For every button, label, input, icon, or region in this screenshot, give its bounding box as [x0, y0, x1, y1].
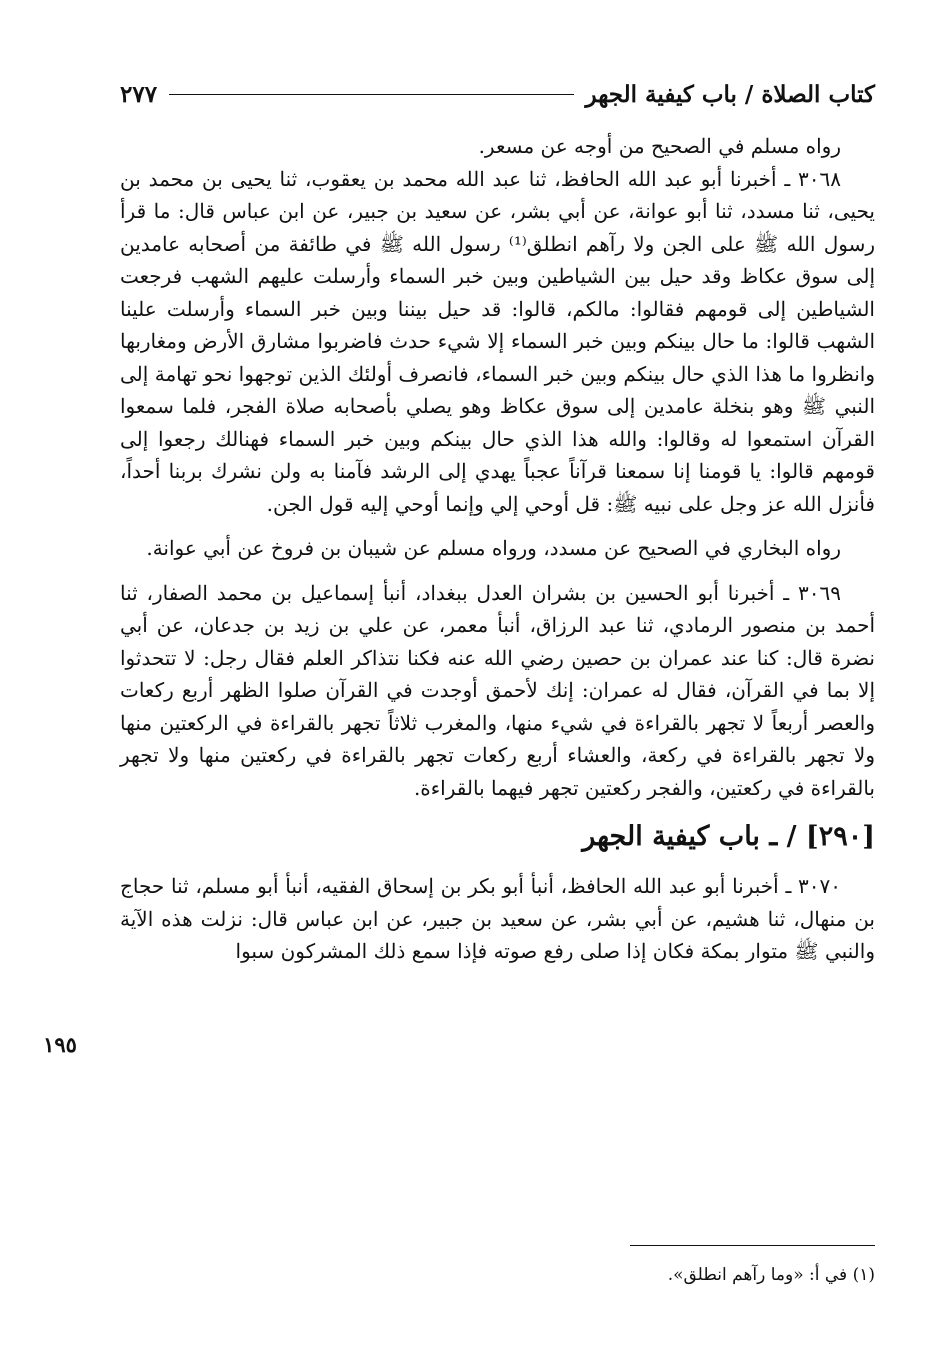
margin-page-number: ١٩٥: [43, 1032, 77, 1057]
hadith-3068: ٣٠٦٨ ـ أخبرنا أبو عبد الله الحافظ، ثنا عبد الله محمد بن يعقوب، ثنا يحيى بن محمد بن يحيى، ثنا مسدد، ثنا أبو عوانة، عن أبي بشر، عن سعيد بن جبير، عن ابن عباس قال: ما قرأ رسول الله ﷺ على الجن ولا رآهم انطلق⁽¹⁾ رسول الله ﷺ في طائفة من أصحابه عامدين إلى سوق عكاظ وقد حيل بين الشياطين وبين خبر السماء وأرسلت عليهم الشهب فرجعت الشياطين إلى قومهم فقالوا: مالكم، قالوا: قد حيل بيننا وبين خبر السماء وأرسلت علينا الشهب قالوا: ما حال بينكم وبين خبر السماء إلا شيء حدث فاضربوا مشارق الأرض ومغاربها وانظروا ما هذا الذي حال بينكم وبين خبر السماء، فانصرف أولئك الذين توجهوا نحو تهامة إلى النبي ﷺ وهو بنخلة عامدين إلى سوق عكاظ وهو يصلي بأصحابه صلاة الفجر، فلما سمعوا القرآن استمعوا له وقالوا: والله هذا الذي حال بينكم وبين خبر السماء فهنالك رجعوا إلى قومهم قالوا: يا قومنا إنا سمعنا قرآناً عجباً يهدي إلى الرشد فآمنا به ولن نشرك بربنا أحداً، فأنزل الله عز وجل على نبيه ﷺ: قل أوحي إلي وإنما أوحي إليه قول الجن.: [120, 166, 876, 516]
hadith-3070: ٣٠٧٠ ـ أخبرنا أبو عبد الله الحافظ، أنبأ أبو بكر بن إسحاق الفقيه، أنبأ أبو مسلم، ثنا حجاج بن منهال، ثنا هشيم، عن أبي بشر، عن سعيد بن جبير، عن ابن عباس قال: نزلت هذه الآية والنبي ﷺ متوار بمكة فكان إذا صلى رفع صوته فإذا سمع ذلك المشركون سبوا: [120, 874, 875, 963]
main-text: [120, 130, 875, 968]
header-title: كتاب الصلاة / باب كيفية الجهر: [585, 80, 875, 108]
chapter-heading: [٢٩٠] / ـ باب كيفية الجهر: [582, 821, 875, 852]
footnote: (١) في أ: «وما رآهم انطلق».: [667, 1265, 875, 1285]
footnote-rule: [630, 1245, 875, 1246]
running-header: [120, 74, 875, 114]
header-rule: [169, 94, 573, 95]
hadith-3069: ٣٠٦٩ ـ أخبرنا أبو الحسين بن بشران العدل ببغداد، أنبأ إسماعيل بن محمد الصفار، ثنا أحمد بن منصور الرمادي، ثنا عبد الرزاق، أنبأ معمر، عن علي بن زيد بن جدعان، عن أبي نضرة قال: كنا عند عمران بن حصين رضي الله عنه فكنا نتذاكر العلم فقال رجل: لا تتحدثوا إلا بما في القرآن، فقال له عمران: إنك لأحمق أوجدت في القرآن صلوا الظهر أربع ركعات والعصر أربعاً لا تجهر بالقراءة في شيء منها، والمغرب ثلاثاً تجهر بالقراءة في الركعتين منها ولا تجهر بالقراءة في ركعة، والعشاء أربع ركعات تجهر بالقراءة في ركعتين منها ولا تجهر بالقراءة في ركعتين، والفجر ركعتين تجهر فيهما بالقراءة.: [120, 580, 876, 800]
paragraph-source-note: رواه مسلم في الصحيح من أوجه عن مسعر.: [478, 134, 841, 158]
paragraph-source-note: رواه البخاري في الصحيح عن مسدد، ورواه مسلم عن شيبان بن فروخ عن أبي عوانة.: [146, 536, 841, 560]
page-number: ٢٧٧: [120, 80, 158, 108]
